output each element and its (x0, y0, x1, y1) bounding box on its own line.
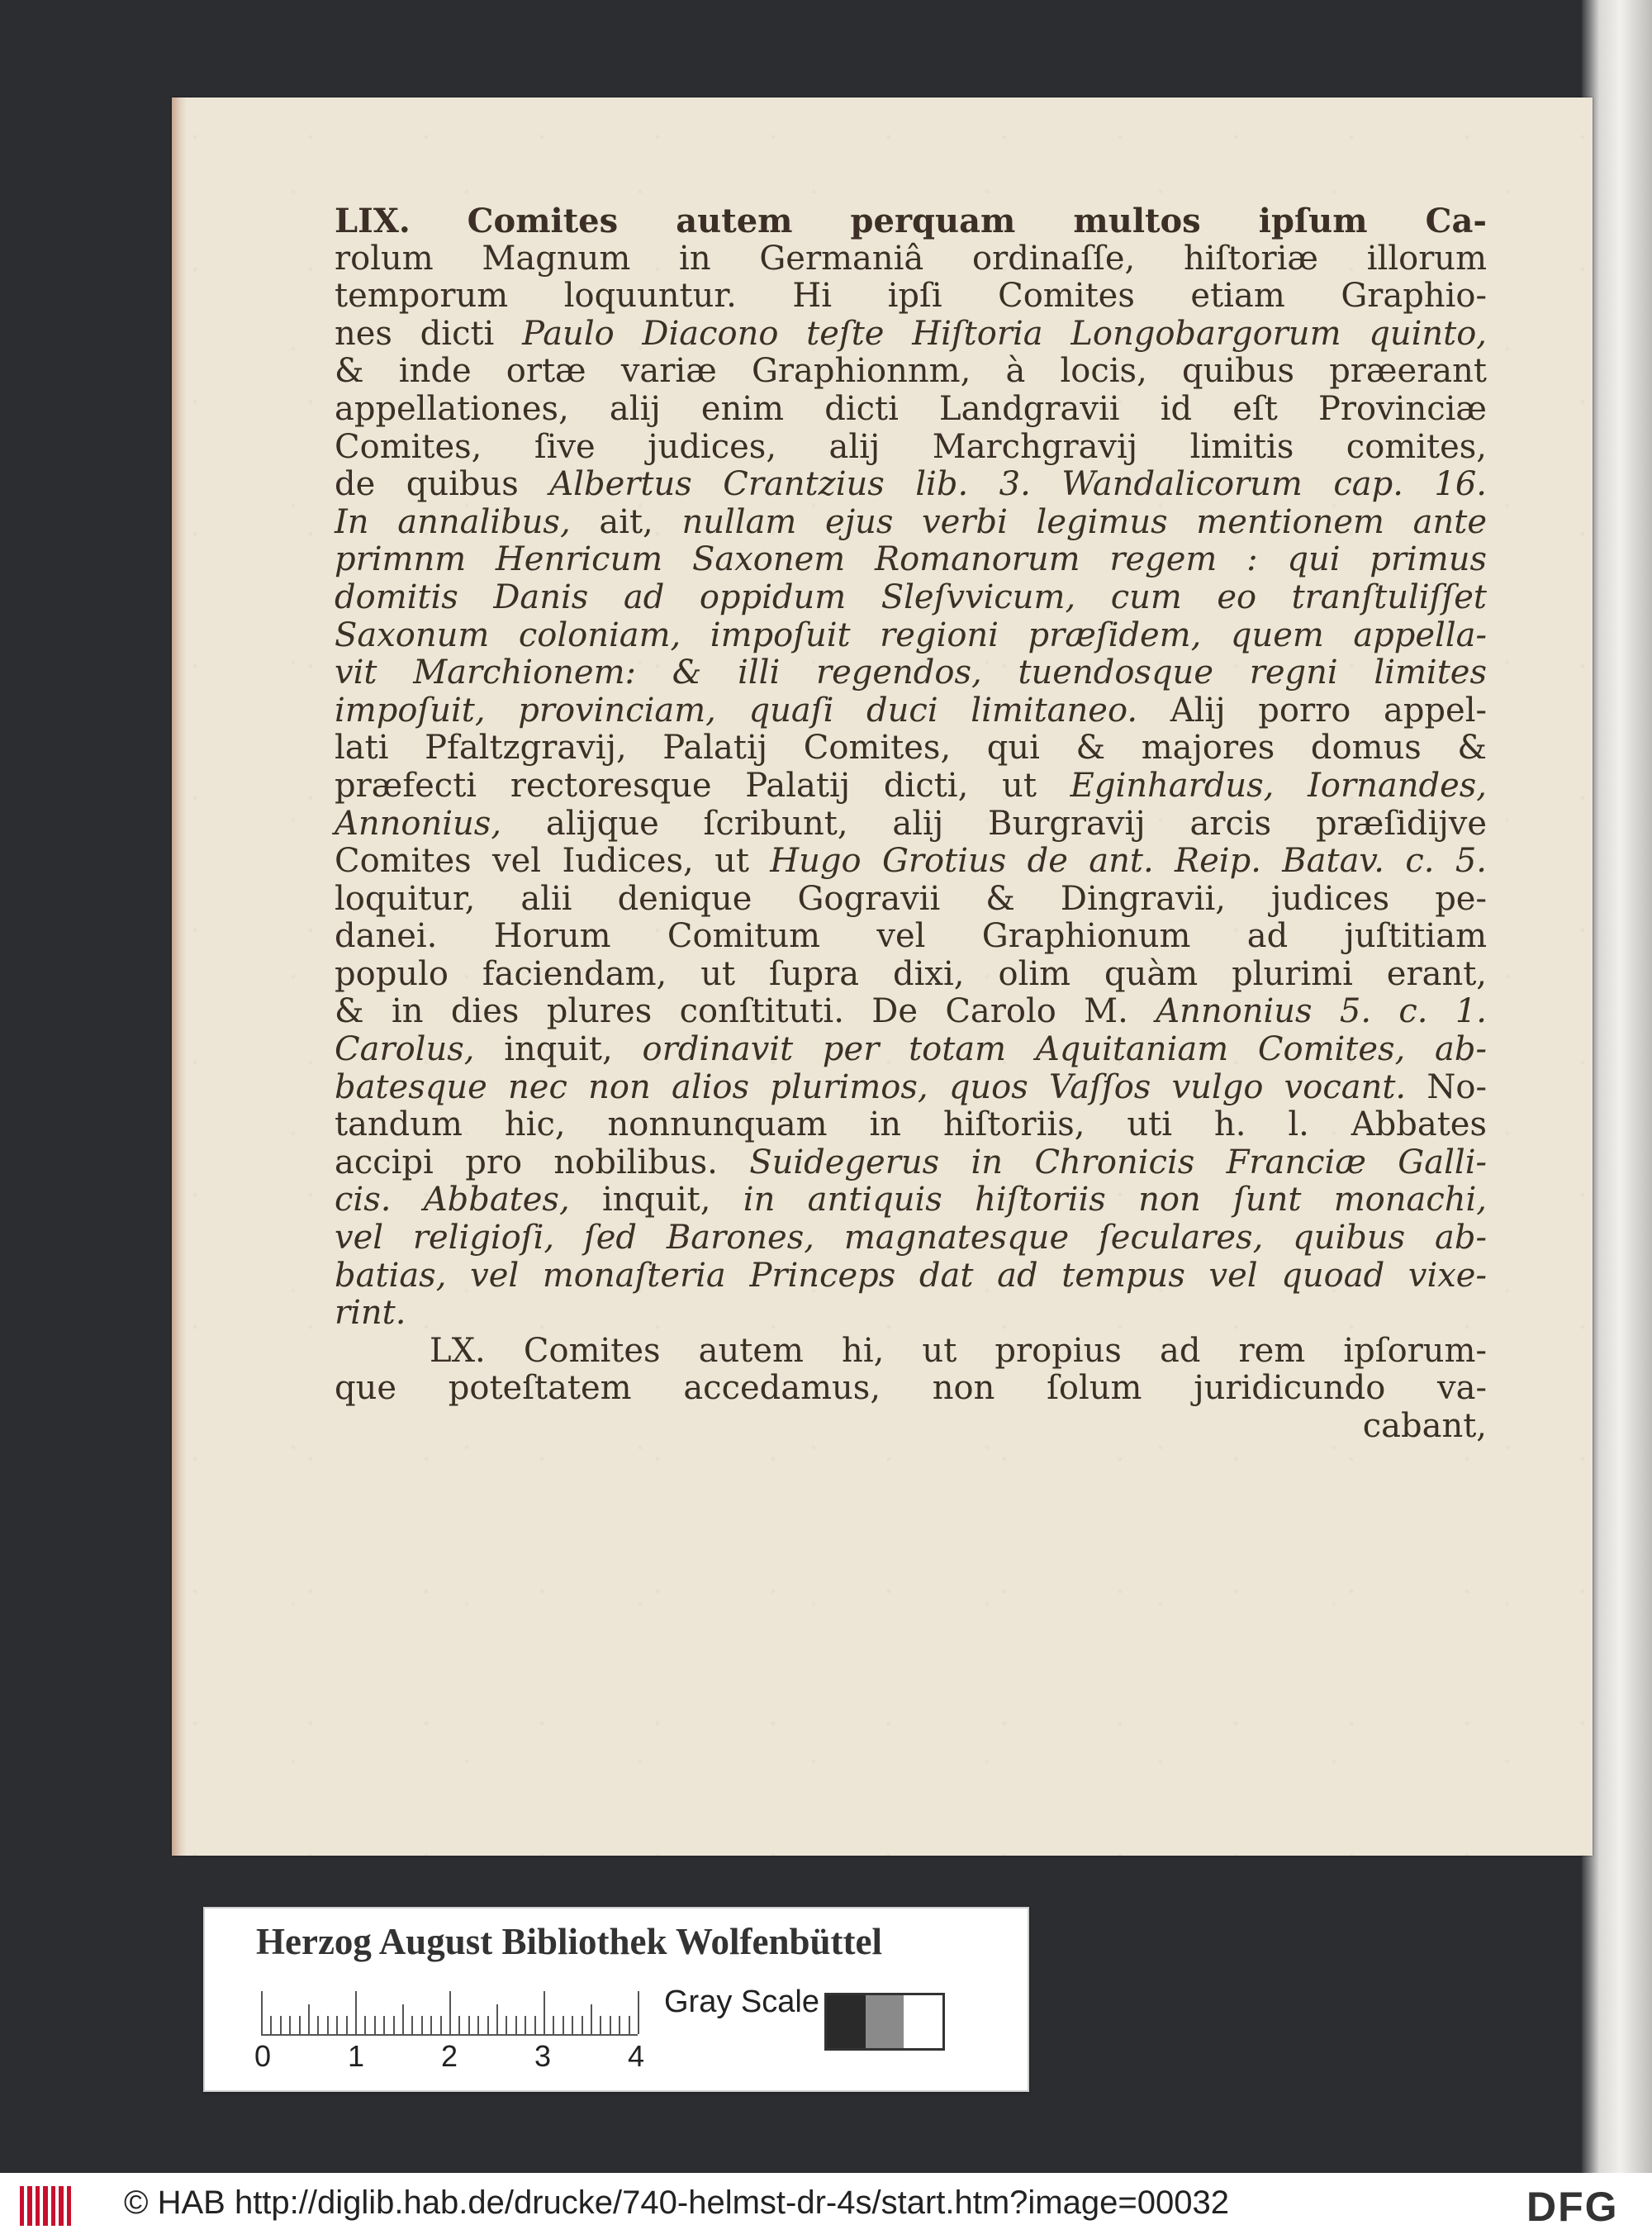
gray-swatch-mid (866, 1995, 904, 2048)
text-line (335, 1031, 1487, 1069)
ruler-number: 4 (628, 2039, 645, 2073)
ruler-tick (610, 2016, 611, 2034)
ruler-tick (327, 2016, 329, 2034)
italic-citation: Hugo Grotius de ant. Reip. Batav. c. 5. (770, 842, 1487, 881)
color-scale-card (203, 1907, 1029, 2092)
ruler-tick (261, 1991, 263, 2034)
page-text-block (335, 202, 1487, 1446)
dfg-logo: DFG (1526, 2184, 1619, 2230)
ruler-tick (440, 2016, 442, 2034)
ruler-tick (449, 1991, 451, 2034)
text-run: ait, (599, 502, 653, 541)
text-line: rint. (335, 1294, 406, 1333)
ruler-tick (308, 2004, 310, 2034)
text-line: Saxonum coloniam, impoſuit regioni præſidem, quem appella- (335, 616, 1487, 654)
text-line: danei. Horum Comitum vel Graphionum ad juſtitiam (335, 917, 1487, 956)
text-line: populo faciendam, ut ſupra dixi, olim quàm plurimi erant, (335, 954, 1487, 993)
text-run: No- (1427, 1067, 1487, 1106)
text-line (335, 466, 1487, 504)
ruler-tick (346, 2016, 348, 2034)
gray-swatch-dark (827, 1995, 866, 2048)
ruler-tick (477, 2016, 479, 2034)
text-run: Comites autem perquam multos ipſum Ca- (467, 202, 1487, 240)
ruler-tick (487, 2016, 489, 2034)
text-run: inquit, (601, 1181, 711, 1219)
italic-citation: Annonius, (335, 804, 502, 843)
ruler-tick (515, 2016, 517, 2034)
italic-quote: ordinavit per totam Aquitaniam Comites, ab- (642, 1030, 1488, 1069)
italic-quote: In annalibus, (335, 502, 571, 541)
italic-citation: Paulo Diacono teſte Hiſtoria Longobargorum quinto, (522, 314, 1488, 353)
ruler-tick (496, 2004, 498, 2034)
text-line (335, 843, 1487, 881)
text-line: appellationes, alij enim dicti Landgravii id eſt Provinciæ (335, 389, 1487, 428)
text-line (335, 692, 1487, 730)
ruler-tick (336, 2016, 338, 2034)
text-run: Alij porro appel- (1170, 691, 1488, 730)
ruler-tick (458, 2016, 460, 2034)
ruler-tick (402, 2004, 404, 2034)
ruler-tick (591, 2004, 592, 2034)
text-run: nes dicti (335, 314, 495, 353)
ruler-tick (299, 2016, 301, 2034)
italic-quote: batesque nec non alios plurimos, quos Vaſſos vulgo vocant. (335, 1067, 1407, 1106)
ruler-tick (600, 2016, 601, 2034)
ruler-tick (411, 2016, 413, 2034)
library-name: Herzog August Bibliothek Wolfenbüttel (256, 1921, 882, 1962)
ruler-tick (355, 1991, 357, 2034)
text-line (430, 1333, 1487, 1371)
gray-swatch-light (904, 1995, 942, 2048)
ruler-number: 1 (348, 2039, 365, 2073)
text-line (335, 1144, 1487, 1182)
text-run: & in dies plures conſtituti. De Carolo M. (335, 992, 1128, 1031)
text-run: de quibus (335, 465, 519, 504)
page-edge (172, 97, 187, 1856)
italic-citation: Annonius 5. c. 1. (1156, 992, 1487, 1031)
italic-citation: Suidegerus in Chronicis Franciæ Galli- (749, 1143, 1487, 1181)
gray-scale-swatches (824, 1993, 945, 2051)
ruler-tick (553, 2016, 554, 2034)
italic-quote: in antiquis hiſtoriis non ſunt monachi, (743, 1181, 1488, 1219)
ruler-tick (563, 2016, 564, 2034)
ruler-number: 0 (254, 2039, 272, 2073)
ruler-tick (317, 2016, 319, 2034)
section-number: LIX. (335, 202, 411, 240)
ruler-tick (582, 2016, 583, 2034)
italic-citation: Eginhardus, Iornandes, (1070, 766, 1488, 805)
text-run: Comites vel Iudices, ut (335, 842, 749, 881)
text-line: rolum Magnum in Germaniâ ordinaſſe, hiſtoriæ illorum (335, 239, 1487, 278)
text-line (335, 504, 1487, 542)
ruler-tick (544, 1991, 545, 2034)
text-line (335, 768, 1487, 806)
measurement-ruler (261, 1988, 638, 2036)
ruler-tick (364, 2016, 366, 2034)
footer-url-text: © HAB http://diglib.hab.de/drucke/740-helmst-dr-4s/start.htm?image=00032 (124, 2184, 1229, 2221)
ruler-tick (572, 2016, 573, 2034)
italic-citation: Albertus Crantzius lib. 3. Wandalicorum cap. 16. (549, 465, 1487, 504)
text-run: Comites autem hi, ut propius ad rem ipſorum- (523, 1331, 1487, 1370)
ruler-number: 3 (534, 2039, 552, 2073)
text-line: domitis Danis ad oppidum Sleſvvicum, cum eo tranſtuliſſet (335, 578, 1487, 616)
text-line: Comites, ſive judices, alij Marchgravij limitis comites, (335, 427, 1487, 466)
ruler-tick (421, 2016, 423, 2034)
text-run: inquit, (504, 1030, 613, 1069)
text-run: præfecti rectoresque Palatij dicti, ut (335, 766, 1037, 805)
ruler-number: 2 (441, 2039, 458, 2073)
hab-logo-icon (20, 2186, 71, 2226)
italic-quote: cis. Abbates, (335, 1181, 570, 1219)
text-line: tandum hic, nonnunquam in hiſtoriis, uti h. l. Abbates (335, 1105, 1487, 1144)
text-line: que poteſtatem accedamus, non ſolum juridicundo va- (335, 1369, 1487, 1408)
text-run: accipi pro nobilibus. (335, 1143, 718, 1181)
text-line (335, 1069, 1487, 1107)
text-line: vit Marchionem: & illi regendos, tuendosque regni limites (335, 654, 1487, 692)
text-line: primnm Henricum Saxonem Romanorum regem : qui primus (335, 540, 1487, 579)
ruler-tick (430, 2016, 432, 2034)
gray-scale-label: Gray Scale (664, 1985, 819, 2019)
ruler-tick (374, 2016, 376, 2034)
italic-quote: Carolus, (335, 1030, 475, 1069)
text-line (335, 1181, 1487, 1219)
ruler-tick (280, 2016, 282, 2034)
text-line: vel religioſi, ſed Barones, magnatesque ſeculares, quibus ab- (335, 1219, 1487, 1257)
text-line (335, 202, 1487, 240)
ruler-tick (506, 2016, 507, 2034)
ruler-tick (289, 2016, 291, 2034)
text-line: & inde ortæ variæ Graphionnm, à locis, quibus præerant (335, 352, 1487, 391)
ruler-tick (383, 2016, 385, 2034)
ruler-tick (619, 2016, 620, 2034)
section-number: LX. (430, 1331, 486, 1370)
text-line: batias, vel monaſteria Princeps dat ad tempus vel quoad vixe- (335, 1256, 1487, 1295)
text-line (335, 806, 1487, 844)
text-line: lati Pfaltzgravij, Palatij Comites, qui & majores domus & (335, 729, 1487, 768)
text-run: alijque ſcribunt, alij Burgravij arcis præſidijve (545, 804, 1487, 843)
ruler-tick (270, 2016, 272, 2034)
ruler-tick (468, 2016, 470, 2034)
ruler-tick (638, 1991, 639, 2034)
ruler-tick (525, 2016, 526, 2034)
footer-bar (0, 2173, 1652, 2239)
ruler-tick (629, 2016, 630, 2034)
text-line: loquitur, alii denique Gogravii & Dingravii, judices pe- (335, 879, 1487, 918)
text-line: temporum loquuntur. Hi ipſi Comites etiam Graphio- (335, 277, 1487, 316)
text-line (335, 316, 1487, 354)
italic-quote: nullam ejus verbi legimus mentionem ante (681, 502, 1487, 541)
ruler-tick (534, 2016, 536, 2034)
ruler-tick (393, 2016, 395, 2034)
italic-quote: impoſuit, provinciam, quaſi duci limitaneo. (335, 691, 1138, 730)
catchword: cabant, (1362, 1407, 1487, 1445)
text-line (335, 993, 1487, 1031)
